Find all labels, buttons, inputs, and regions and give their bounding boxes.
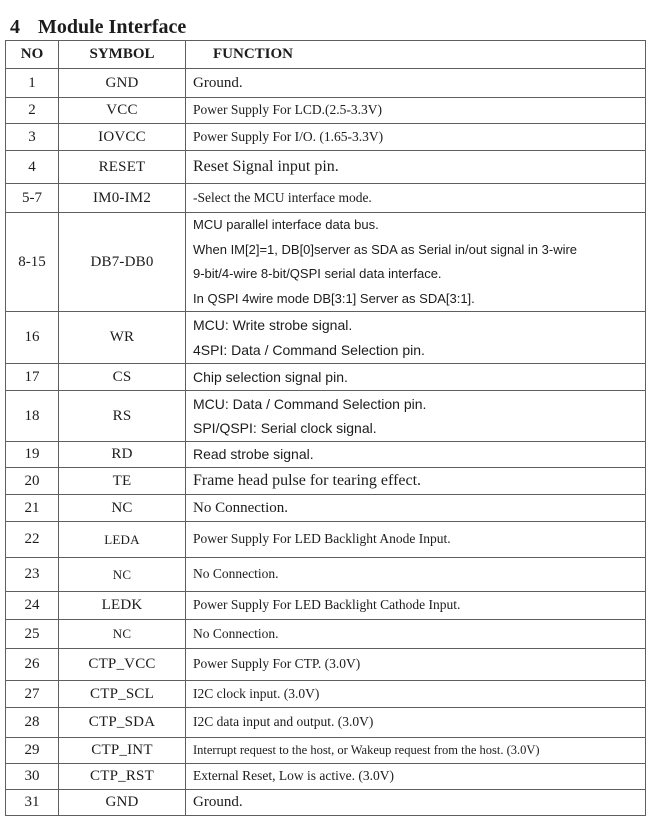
pin-number-cell: 23 — [6, 558, 59, 592]
function-cell — [186, 495, 646, 522]
function-line: Ground. — [193, 793, 243, 810]
function-line: Chip selection signal pin. — [193, 368, 348, 385]
function-line: Ground. — [193, 74, 243, 91]
table-row — [6, 681, 646, 708]
function-line: No Connection. — [193, 566, 279, 582]
table-row — [6, 592, 646, 620]
symbol-cell: GND — [59, 69, 186, 98]
table-row — [6, 391, 646, 442]
table-row — [6, 764, 646, 790]
function-line: Frame head pulse for tearing effect. — [193, 471, 422, 489]
pin-number-cell: 17 — [6, 364, 59, 391]
function-cell — [186, 124, 646, 151]
function-cell — [186, 649, 646, 681]
symbol-cell: CTP_SDA — [59, 708, 186, 738]
pin-number-cell: 27 — [6, 681, 59, 708]
pin-number-cell: 5-7 — [6, 184, 59, 213]
function-line: Power Supply For CTP. (3.0V) — [193, 656, 361, 672]
function-line: MCU: Write strobe signal. — [193, 317, 353, 333]
symbol-cell: CTP_VCC — [59, 649, 186, 681]
section-title: Module Interface — [38, 16, 187, 39]
function-cell — [186, 681, 646, 708]
symbol-cell: NC — [59, 620, 186, 649]
symbol-cell: RS — [59, 391, 186, 442]
symbol-cell: CS — [59, 364, 186, 391]
function-cell — [186, 468, 646, 495]
table-row — [6, 789, 646, 815]
symbol-cell: NC — [59, 495, 186, 522]
function-cell — [186, 522, 646, 558]
table-row — [6, 620, 646, 649]
function-line: Read strobe signal. — [193, 446, 314, 463]
section-number: 4 — [10, 16, 20, 39]
symbol-cell: RD — [59, 442, 186, 468]
function-cell — [186, 151, 646, 184]
pin-number-cell: 16 — [6, 312, 59, 364]
pin-number-cell: 21 — [6, 495, 59, 522]
function-line: I2C clock input. (3.0V) — [193, 685, 320, 701]
pin-number-cell: 1 — [6, 69, 59, 98]
function-cell — [186, 312, 646, 364]
pin-number-cell: 26 — [6, 649, 59, 681]
function-line: Power Supply For I/O. (1.65-3.3V) — [193, 128, 384, 144]
pin-number-cell: 31 — [6, 789, 59, 815]
function-cell — [186, 364, 646, 391]
pin-number-cell: 20 — [6, 468, 59, 495]
function-cell — [186, 738, 646, 764]
table-row — [6, 151, 646, 184]
symbol-cell: GND — [59, 789, 186, 815]
symbol-cell: VCC — [59, 98, 186, 124]
function-line: 9-bit/4-wire 8-bit/QSPI serial data interface. — [193, 266, 442, 281]
function-cell — [186, 789, 646, 815]
function-cell — [186, 592, 646, 620]
table-row — [6, 558, 646, 592]
symbol-cell: IOVCC — [59, 124, 186, 151]
header-row — [6, 41, 646, 69]
pin-number-cell: 19 — [6, 442, 59, 468]
table-row — [6, 522, 646, 558]
function-cell — [186, 98, 646, 124]
table-row — [6, 184, 646, 213]
pin-number-cell: 22 — [6, 522, 59, 558]
table-row — [6, 738, 646, 764]
column-header-function: FUNCTION — [186, 41, 646, 69]
function-line: Power Supply For LED Backlight Anode Input. — [193, 531, 451, 547]
symbol-cell: WR — [59, 312, 186, 364]
module-interface-table — [5, 40, 646, 816]
table-row — [6, 98, 646, 124]
column-header-symbol: SYMBOL — [59, 41, 186, 69]
function-line: External Reset, Low is active. (3.0V) — [193, 768, 394, 783]
table-row — [6, 649, 646, 681]
function-line: In QSPI 4wire mode DB[3:1] Server as SDA[3:1]. — [193, 290, 475, 306]
symbol-cell: NC — [59, 558, 186, 592]
symbol-cell: IM0-IM2 — [59, 184, 186, 213]
symbol-cell: CTP_SCL — [59, 681, 186, 708]
function-line: Power Supply For LED Backlight Cathode Input. — [193, 597, 461, 613]
table-row — [6, 468, 646, 495]
function-line: SPI/QSPI: Serial clock signal. — [193, 420, 377, 436]
function-cell — [186, 391, 646, 442]
symbol-cell: LEDA — [59, 522, 186, 558]
function-line: Reset Signal input pin. — [193, 157, 339, 175]
symbol-cell: RESET — [59, 151, 186, 184]
table-row — [6, 708, 646, 738]
symbol-cell: DB7-DB0 — [59, 213, 186, 312]
table-row — [6, 312, 646, 364]
pin-number-cell: 24 — [6, 592, 59, 620]
symbol-cell: LEDK — [59, 592, 186, 620]
function-line: -Select the MCU interface mode. — [193, 189, 372, 205]
pin-number-cell: 4 — [6, 151, 59, 184]
table-row — [6, 364, 646, 391]
pin-number-cell: 29 — [6, 738, 59, 764]
function-cell — [186, 442, 646, 468]
pin-number-cell: 2 — [6, 98, 59, 124]
pin-number-cell: 30 — [6, 764, 59, 790]
function-line: When IM[2]=1, DB[0]server as SDA as Serial in/out signal in 3-wire — [193, 241, 578, 257]
function-line: Power Supply For LCD.(2.5-3.3V) — [193, 102, 382, 118]
table-row — [6, 213, 646, 312]
function-line: MCU parallel interface data bus. — [193, 217, 379, 232]
function-cell — [186, 764, 646, 790]
table-row — [6, 124, 646, 151]
function-line: No Connection. — [193, 625, 279, 641]
function-line: MCU: Data / Command Selection pin. — [193, 395, 427, 412]
function-cell — [186, 620, 646, 649]
function-cell — [186, 558, 646, 592]
pin-number-cell: 3 — [6, 124, 59, 151]
table-row — [6, 442, 646, 468]
function-line: 4SPI: Data / Command Selection pin. — [193, 341, 425, 358]
function-cell — [186, 708, 646, 738]
table-body — [6, 69, 646, 816]
function-cell — [186, 69, 646, 98]
pin-number-cell: 8-15 — [6, 213, 59, 312]
function-line: I2C data input and output. (3.0V) — [193, 714, 374, 730]
symbol-cell: CTP_INT — [59, 738, 186, 764]
function-line: No Connection. — [193, 499, 288, 516]
function-cell — [186, 213, 646, 312]
pin-number-cell: 18 — [6, 391, 59, 442]
page-title — [10, 16, 186, 39]
column-header-no: NO — [6, 41, 59, 69]
pin-number-cell: 28 — [6, 708, 59, 738]
table-row — [6, 69, 646, 98]
function-line: Interrupt request to the host, or Wakeup request from the host. (3.0V) — [193, 743, 540, 758]
function-cell — [186, 184, 646, 213]
symbol-cell: CTP_RST — [59, 764, 186, 790]
pin-number-cell: 25 — [6, 620, 59, 649]
symbol-cell: TE — [59, 468, 186, 495]
table-row — [6, 495, 646, 522]
